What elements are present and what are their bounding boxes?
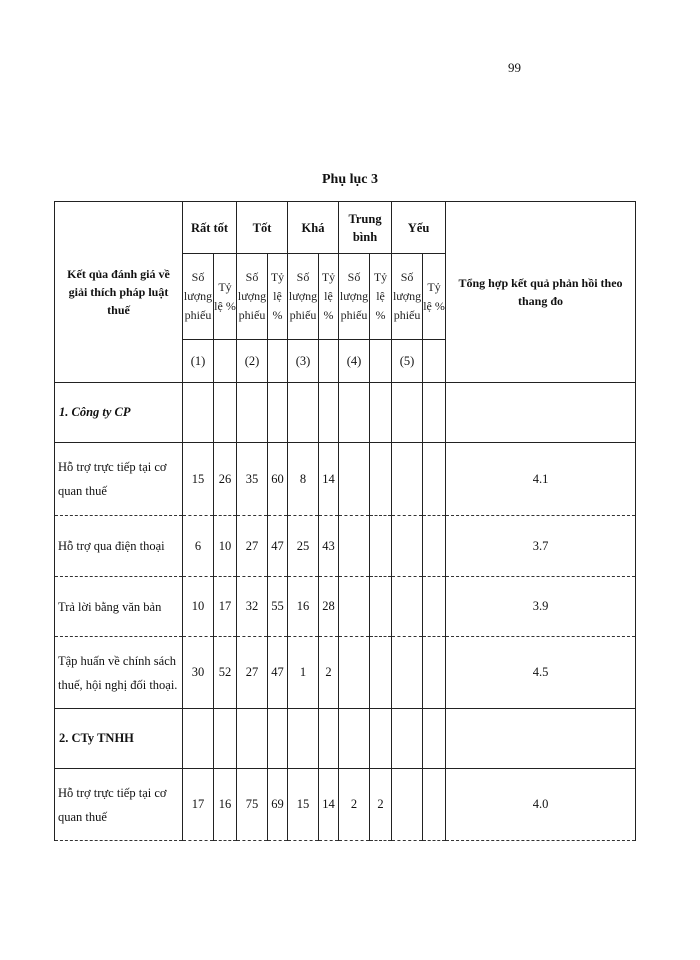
group-header-very-good: Rất tốt xyxy=(183,202,237,254)
score-cell: 3.9 xyxy=(446,577,636,637)
rate-subheader: Tỷ lệ % xyxy=(423,254,446,340)
count-subheader: Số lượng phiếu xyxy=(288,254,319,340)
cell: 17 xyxy=(214,577,237,637)
evaluation-table xyxy=(54,201,636,841)
cell xyxy=(392,577,423,637)
row-label: Trả lời bằng văn bản xyxy=(55,577,183,637)
cell: 27 xyxy=(237,516,268,577)
cell: 15 xyxy=(288,769,319,841)
score-cell: 3.7 xyxy=(446,516,636,577)
cell: 1 xyxy=(288,637,319,709)
score-cell: 4.1 xyxy=(446,443,636,516)
cell: 6 xyxy=(183,516,214,577)
cell xyxy=(370,516,392,577)
row-label: Hỗ trợ qua điện thoại xyxy=(55,516,183,577)
score-cell: 4.0 xyxy=(446,769,636,841)
table-row xyxy=(55,769,636,841)
cell: 35 xyxy=(237,443,268,516)
row-label: Hỗ trợ trực tiếp tại cơ quan thuế xyxy=(55,769,183,841)
row-label: Tập huấn về chính sách thuế, hội nghị đối thoại. xyxy=(55,637,183,709)
table-row xyxy=(55,443,636,516)
cell: 26 xyxy=(214,443,237,516)
cell xyxy=(392,516,423,577)
row-label-header: Kết qủa đánh giá về giải thích pháp luật thuế xyxy=(55,202,183,383)
section-title: 2. CTy TNHH xyxy=(55,709,183,769)
group-header-weak: Yếu xyxy=(392,202,446,254)
cell: 2 xyxy=(339,769,370,841)
column-index: (4) xyxy=(339,340,370,383)
column-index: (5) xyxy=(392,340,423,383)
cell: 2 xyxy=(319,637,339,709)
cell xyxy=(370,443,392,516)
cell: 2 xyxy=(370,769,392,841)
cell: 47 xyxy=(268,516,288,577)
cell xyxy=(392,637,423,709)
cell xyxy=(423,637,446,709)
cell xyxy=(339,577,370,637)
count-subheader: Số lượng phiếu xyxy=(183,254,214,340)
cell xyxy=(423,577,446,637)
group-header-average: Trung bình xyxy=(339,202,392,254)
count-subheader: Số lượng phiếu xyxy=(339,254,370,340)
cell: 32 xyxy=(237,577,268,637)
cell xyxy=(392,443,423,516)
page-number: 99 xyxy=(508,60,521,75)
count-subheader: Số lượng phiếu xyxy=(237,254,268,340)
group-header-good: Tốt xyxy=(237,202,288,254)
count-subheader: Số lượng phiếu xyxy=(392,254,423,340)
rate-subheader: Tỷ lệ % xyxy=(268,254,288,340)
cell: 60 xyxy=(268,443,288,516)
cell: 16 xyxy=(288,577,319,637)
cell xyxy=(423,769,446,841)
cell: 55 xyxy=(268,577,288,637)
cell: 28 xyxy=(319,577,339,637)
cell: 14 xyxy=(319,443,339,516)
rate-subheader: Tỷ lệ % xyxy=(214,254,237,340)
summary-header: Tổng hợp kết quả phản hồi theo thang đo xyxy=(446,202,636,383)
cell: 10 xyxy=(214,516,237,577)
cell: 25 xyxy=(288,516,319,577)
row-label: Hỗ trợ trực tiếp tại cơ quan thuế xyxy=(55,443,183,516)
cell xyxy=(392,769,423,841)
column-index: (3) xyxy=(288,340,319,383)
cell: 17 xyxy=(183,769,214,841)
cell: 16 xyxy=(214,769,237,841)
rate-subheader: Tỷ lệ % xyxy=(370,254,392,340)
cell: 52 xyxy=(214,637,237,709)
rate-subheader: Tỷ lệ % xyxy=(319,254,339,340)
cell: 27 xyxy=(237,637,268,709)
cell xyxy=(370,637,392,709)
cell: 43 xyxy=(319,516,339,577)
table-row xyxy=(55,637,636,709)
table-row xyxy=(55,516,636,577)
appendix-caption: Phụ lục 3 xyxy=(321,172,378,187)
cell xyxy=(339,443,370,516)
cell xyxy=(423,516,446,577)
score-cell: 4.5 xyxy=(446,637,636,709)
cell: 75 xyxy=(237,769,268,841)
cell: 30 xyxy=(183,637,214,709)
section-title: 1. Công ty CP xyxy=(55,383,183,443)
cell xyxy=(339,516,370,577)
group-header-fair: Khá xyxy=(288,202,339,254)
cell: 14 xyxy=(319,769,339,841)
cell xyxy=(339,637,370,709)
cell: 69 xyxy=(268,769,288,841)
column-index: (1) xyxy=(183,340,214,383)
cell: 47 xyxy=(268,637,288,709)
cell: 8 xyxy=(288,443,319,516)
column-index: (2) xyxy=(237,340,268,383)
cell: 15 xyxy=(183,443,214,516)
table-row xyxy=(55,577,636,637)
cell: 10 xyxy=(183,577,214,637)
cell xyxy=(370,577,392,637)
cell xyxy=(423,443,446,516)
